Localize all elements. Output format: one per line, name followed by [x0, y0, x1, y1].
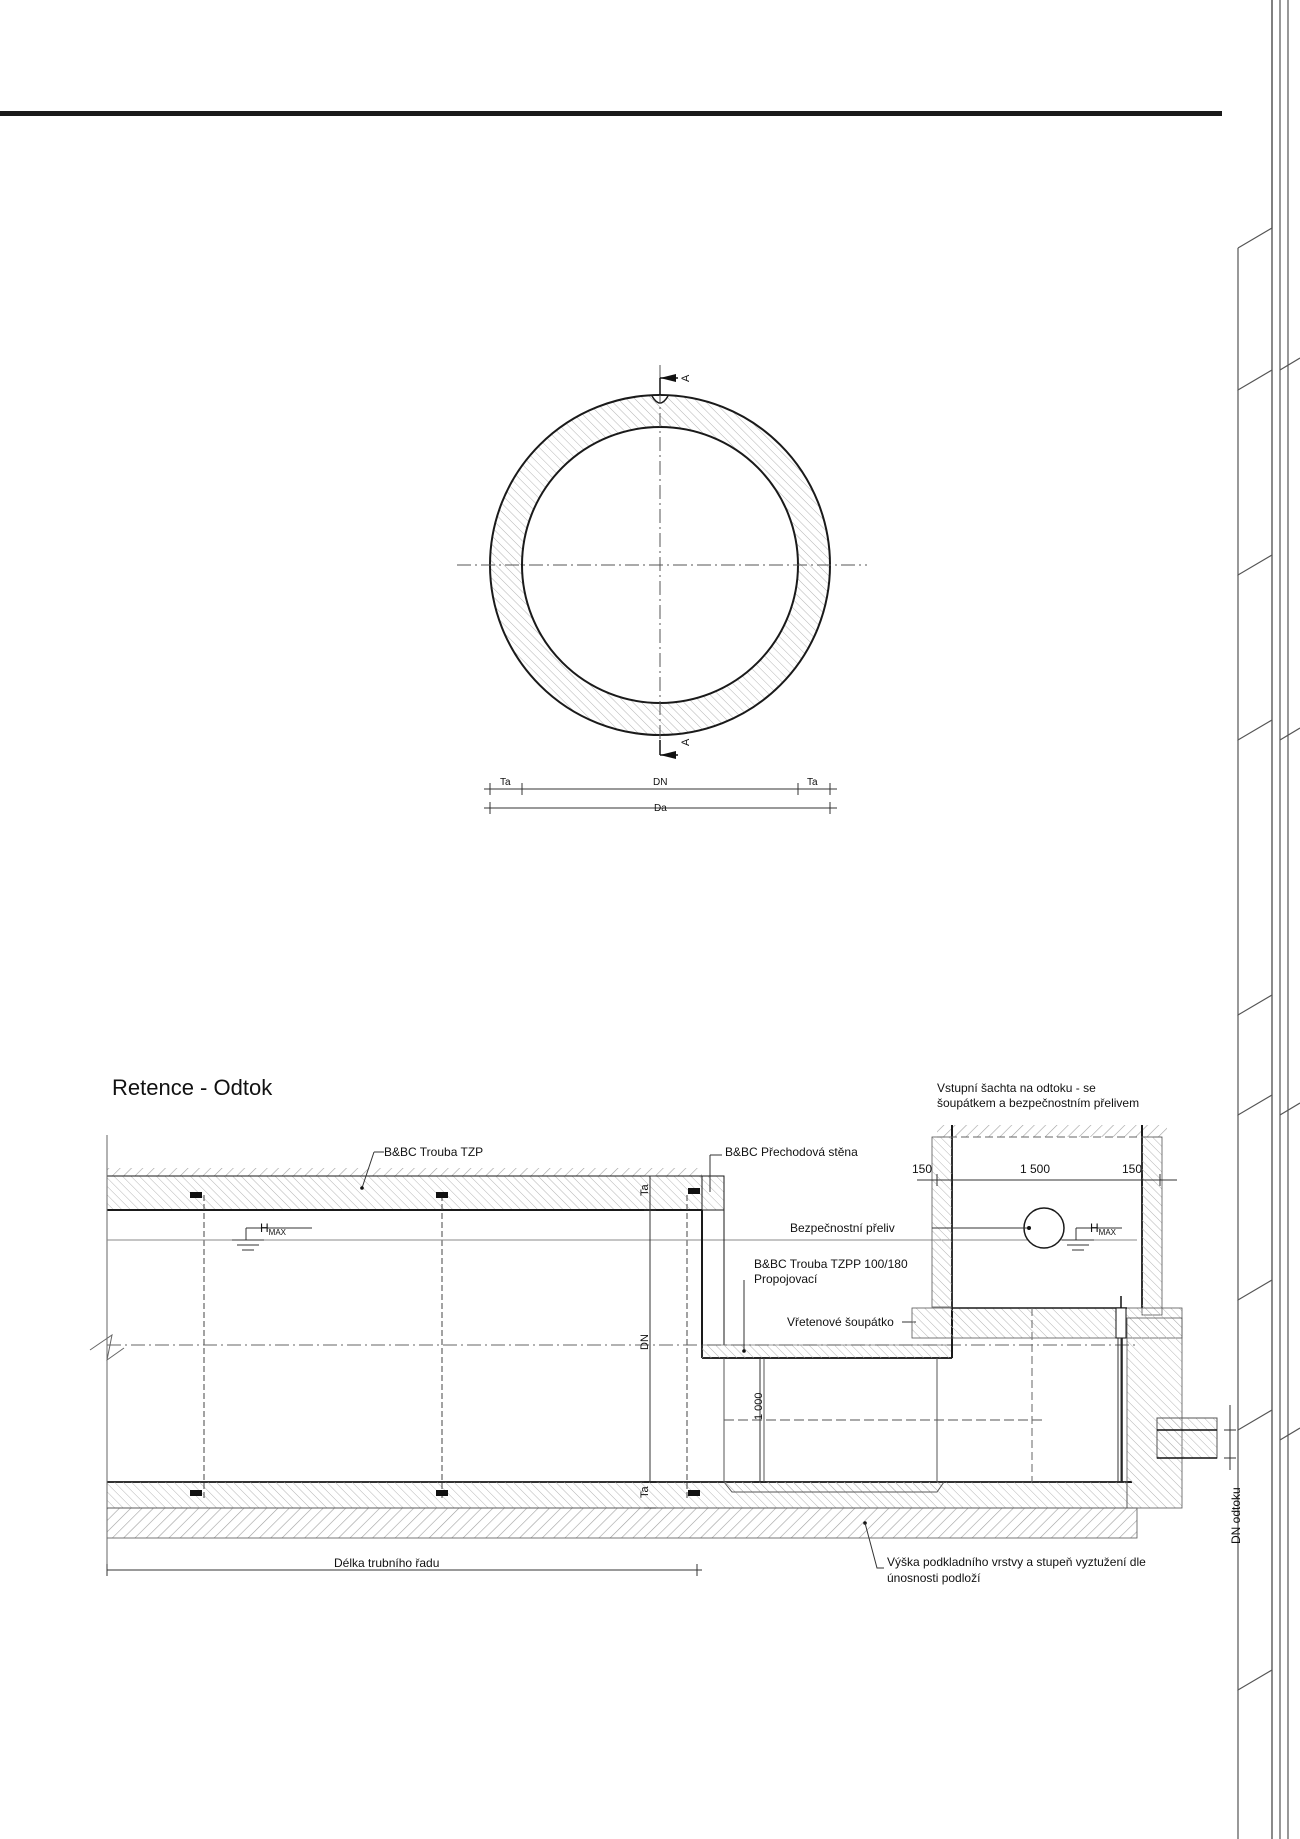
bedding-label-line1: Výška podkladního vrstvy a stupeň vyztužení dle [887, 1555, 1146, 1569]
bedding-label-line2: únosnosti podloží [887, 1571, 981, 1585]
dim-ta-right: Ta [807, 777, 818, 788]
hmax-left: $H_{MAX}$ [260, 1221, 287, 1237]
dim-dn: DN [653, 777, 668, 788]
dim-150-left: 150 [912, 1162, 933, 1176]
shaft-label-line2: šoupátkem a bezpečnostním přelivem [937, 1096, 1140, 1110]
section-mark-bottom: A [680, 738, 692, 746]
connector-label-line1: B&BC Trouba TZPP 100/180 [754, 1257, 908, 1271]
overflow-label: Bezpečnostní přeliv [790, 1221, 895, 1235]
dim-150-right: 150 [1122, 1162, 1143, 1176]
longitudinal-section [90, 1075, 1243, 1585]
section-title: Retence - Odtok [112, 1075, 273, 1100]
hmax-right: $H_{MAX}$ [1090, 1221, 1117, 1237]
gate-valve-label: Vřetenové šoupátko [787, 1315, 894, 1329]
dim-ta-left: Ta [500, 777, 511, 788]
pipe-cross-section [457, 365, 867, 814]
pipe-length-label: Délka trubního řadu [334, 1556, 440, 1570]
dim-ta-top: Ta [639, 1184, 651, 1196]
pipe-label: B&BC Trouba TZP [384, 1145, 484, 1159]
shaft-label-line1: Vstupní šachta na odtoku - se [937, 1081, 1096, 1095]
dim-da: Da [654, 803, 667, 814]
section-mark-top: A [680, 374, 692, 382]
dim-1000: 1 000 [753, 1392, 765, 1420]
dn-outlet: DN odtoku [1229, 1487, 1243, 1544]
dim-1500: 1 500 [1020, 1162, 1051, 1176]
transition-wall-label: B&BC Přechodová stěna [725, 1145, 858, 1159]
connector-label-line2: Propojovací [754, 1272, 818, 1286]
dim-dn-vertical: DN [639, 1334, 651, 1350]
dim-ta-bottom: Ta [639, 1486, 651, 1498]
